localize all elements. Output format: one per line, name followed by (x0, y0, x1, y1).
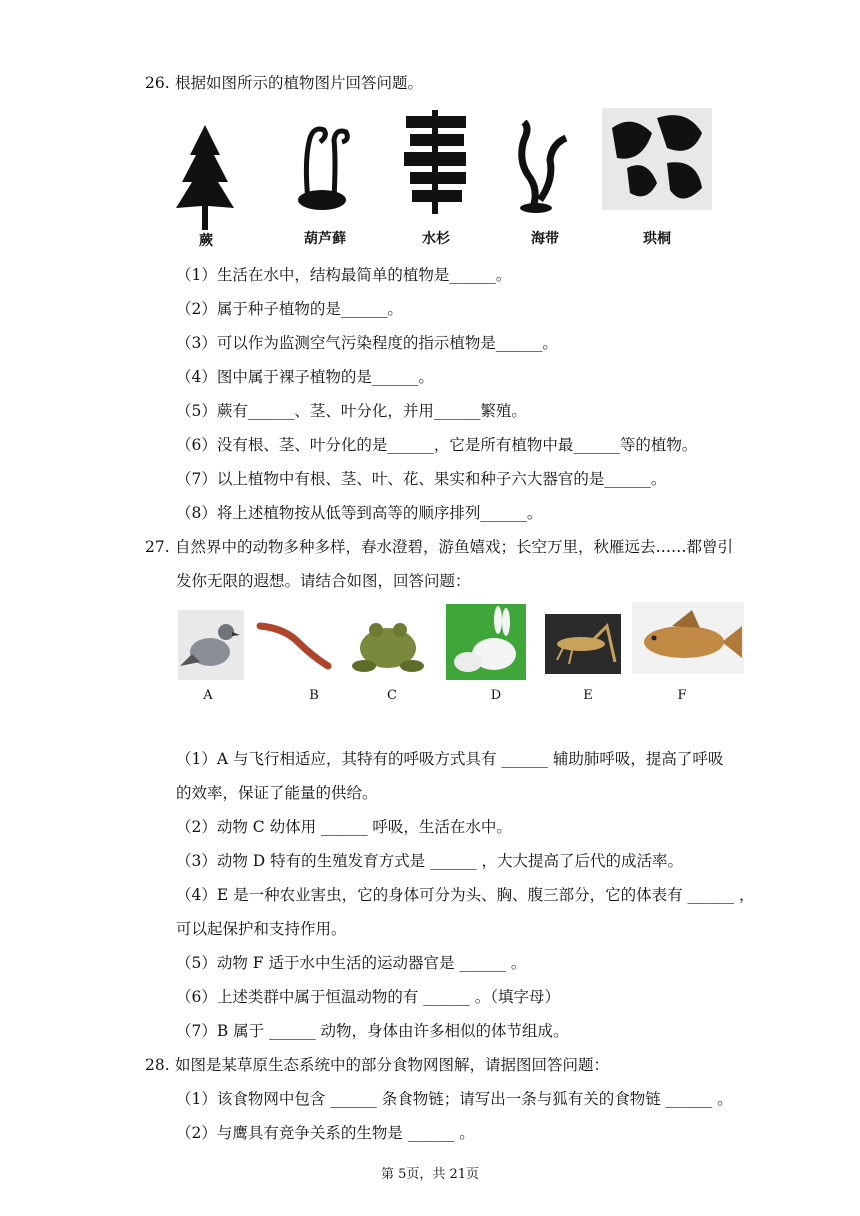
plant-label-moss: 葫芦藓 (304, 231, 346, 247)
q26-sub-4: （4）图中属于裸子植物的是______。 (176, 368, 434, 386)
animal-label-d: D (490, 688, 502, 703)
q26-sub-3: （3）可以作为监测空气污染程度的指示植物是______。 (176, 334, 558, 352)
animal-label-b: B (309, 688, 319, 703)
plant-label-fern: 蕨 (199, 233, 213, 249)
q26-sub-7: （7）以上植物中有根、茎、叶、花、果实和种子六大器官的是______。 (176, 470, 667, 488)
q27-sub-1: （1）A 与飞行相适应，其特有的呼吸方式具有 ______ 辅助肺呼吸，提高了呼吸 (176, 750, 724, 768)
plant-label-dove-tree: 珙桐 (643, 231, 671, 247)
q28-sub-2: （2）与鹰具有竞争关系的生物是 ______ 。 (176, 1124, 475, 1142)
rabbit-photo (446, 604, 526, 680)
pigeon-photo (178, 610, 244, 680)
q26-sub-6: （6）没有根、茎、叶分化的是______，它是所有植物中最______等的植物。 (176, 436, 698, 454)
question-27-stem-cont: 发你无限的遐想。请结合如图，回答问题： (176, 572, 471, 590)
page-footer: 第 5页，共 21页 (380, 1167, 480, 1182)
question-number: 26. (145, 74, 170, 92)
animal-label-e: E (583, 688, 593, 703)
q27-sub-4: （4）E 是一种农业害虫，它的身体可分为头、胸、腹三部分，它的体表有 ______ ， (176, 886, 755, 904)
grasshopper-photo (545, 614, 621, 674)
q27-sub-2: （2）动物 C 幼体用 ______ 呼吸，生活在水中。 (176, 818, 512, 836)
kelp-illustration (510, 120, 572, 214)
moss-illustration (290, 120, 360, 212)
plant-label-dawn-redwood: 水杉 (422, 231, 450, 247)
q28-sub-1: （1）该食物网中包含 ______ 条食物链；请写出一条与狐有关的食物链 ______ 。 (176, 1090, 733, 1108)
fern-illustration (170, 120, 240, 232)
q27-sub-7: （7）B 属于 ______ 动物，身体由许多相似的体节组成。 (176, 1022, 569, 1040)
dove-tree-illustration (602, 108, 712, 210)
q26-sub-1: （1）生活在水中，结构最简单的植物是______。 (176, 266, 512, 284)
animal-label-c: C (387, 688, 397, 703)
earthworm-photo (254, 616, 334, 672)
carp-photo (632, 602, 744, 674)
q27-sub-4-cont: 可以起保护和支持作用。 (176, 920, 347, 938)
frog-photo (348, 608, 428, 678)
q26-sub-5: （5）蕨有______、茎、叶分化，并用______繁殖。 (176, 402, 527, 420)
q26-sub-8: （8）将上述植物按从低等到高等的顺序排列______。 (176, 504, 543, 522)
question-number: 27. (145, 538, 170, 556)
animal-label-a: A (203, 688, 213, 703)
q27-sub-1-cont: 的效率，保证了能量的供给。 (176, 784, 378, 802)
question-28-stem: 28. 如图是某草原生态系统中的部分食物网图解，请据图回答问题： (145, 1056, 610, 1074)
plant-label-kelp: 海带 (531, 231, 559, 247)
q27-sub-5: （5）动物 F 适于水中生活的运动器官是 ______ 。 (176, 954, 527, 972)
q27-sub-3: （3）动物 D 特有的生殖发育方式是 ______ ，大大提高了后代的成活率。 (176, 852, 683, 870)
question-26-stem: 26. 根据如图所示的植物图片回答问题。 (145, 74, 424, 92)
animal-label-f: F (677, 688, 687, 703)
q26-sub-2: （2）属于种子植物的是______。 (176, 300, 403, 318)
question-number: 28. (145, 1056, 170, 1074)
q27-sub-6: （6）上述类群中属于恒温动物的有 ______ 。（填字母） (176, 988, 560, 1006)
question-27-stem: 27. 自然界中的动物多种多样，春水澄碧，游鱼嬉戏；长空万里，秋雁远去……都曾引 (145, 538, 734, 556)
dawn-redwood-illustration (402, 108, 470, 216)
